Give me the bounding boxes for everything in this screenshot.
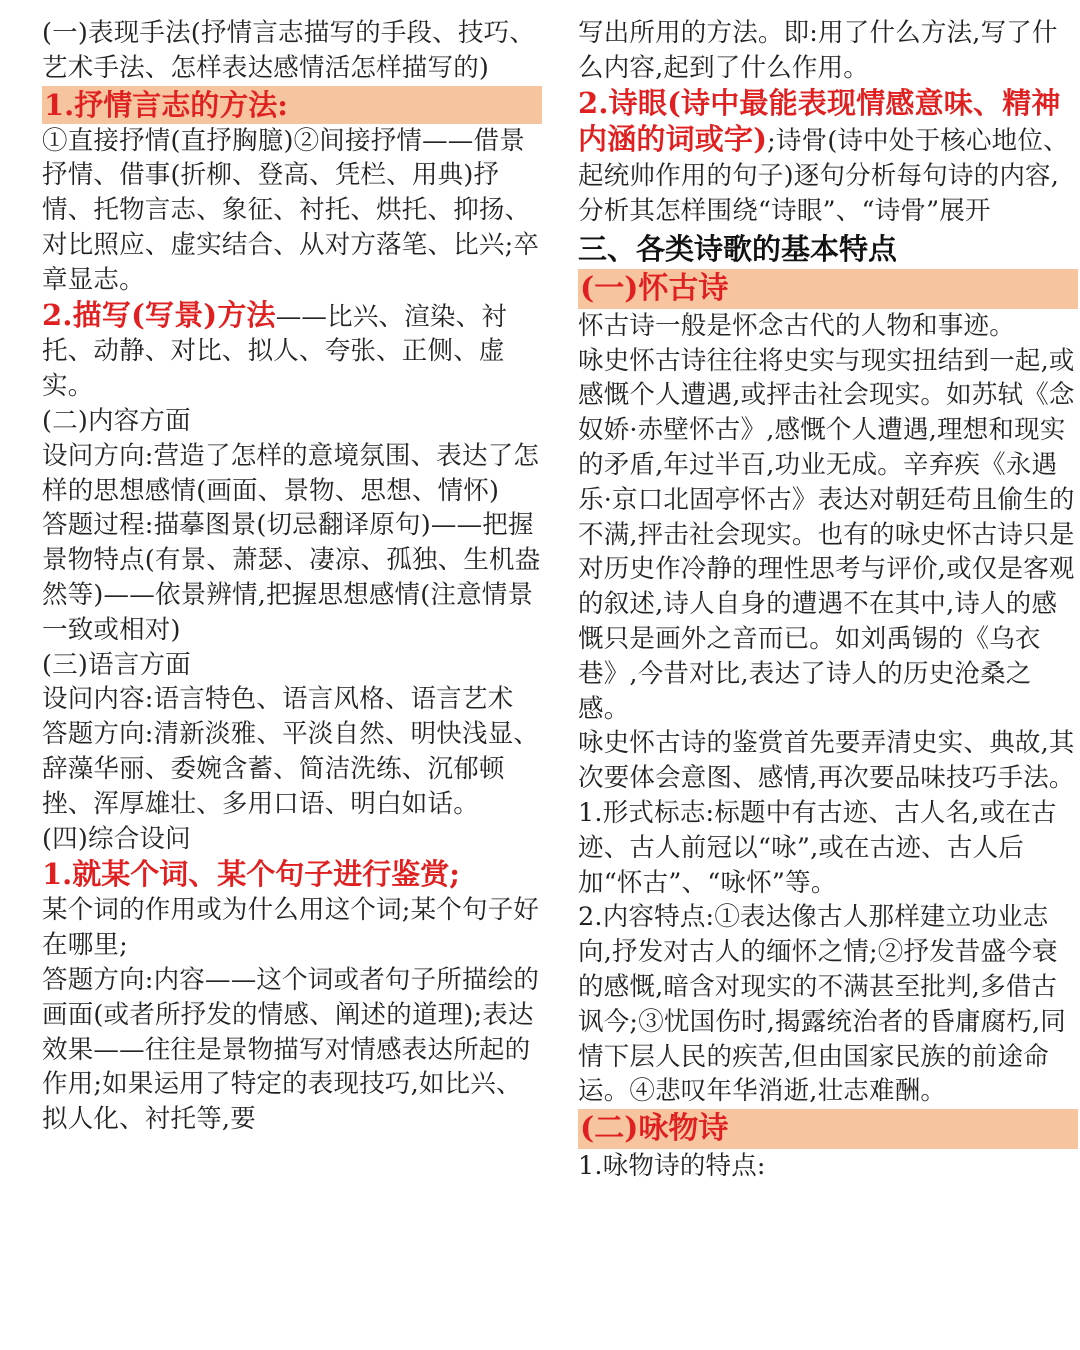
section-art-techniques: (一)表现手法(抒情言志描写的手段、技巧、艺术手法、怎样表达感情活怎样描写的) [42,18,536,83]
poem-eye-body: ;诗骨(诗中处于核心地位、起统帅作用的句子)逐句分析每句诗的内容,分析其怎样围绕“诗眼”、“诗骨”展开 [578,126,1069,226]
section-language: (三)语言方面 [42,649,191,680]
huaigu-content-features: 2.内容特点:①表达像古人那样建立功业志向,抒发对古人的缅怀之情;②抒发昔盛今衰的感慨,暗含对现实的不满甚至批判,多借古讽今;③忧国伤时,揭露统治者的昏庸腐朽,同情下层人民的疾苦,但由国家民族的前途命运。④悲叹年华消逝,壮志难酬。 [578,902,1067,1107]
continued-text: 写出所用的方法。即:用了什么方法,写了什么内容,起到了什么作用。 [578,18,1058,83]
left-column [42,16,542,1137]
description-methods-paragraph [42,298,542,404]
poem-eye-paragraph [578,86,1078,229]
heading-poem-eye: 2.诗眼(诗中最能表现情感意味、精神内涵的词或字) [578,85,1061,157]
heading-description-methods: 2.描写(写景)方法 [42,297,276,332]
lyric-methods-body: ①直接抒情(直抒胸臆)②间接抒情——借景抒情、借事(折柳、登高、凭栏、用典)抒情、托物言志、象征、衬托、烘托、抑扬、对比照应、虚实结合、从对方落笔、比兴;卒章显志。 [42,125,540,295]
huaigu-paragraph-1: 怀古诗一般是怀念古代的人物和事迹。 [578,310,1015,341]
language-question: 设问内容:语言特色、语言风格、语言艺术 [42,684,514,715]
heading-word-sentence: 1.就某个词、某个句子进行鉴赏; [42,857,460,892]
heading-poetry-types: 三、各类诗歌的基本特点 [578,231,898,266]
content-question: 设问方向:营造了怎样的意境氛围、表达了怎样的思想感情(画面、景物、思想、情怀) [42,440,540,506]
word-answer: 答题方向:内容——这个词或者句子所描绘的画面(或者所抒发的情感、阐述的道理);表达效果——往往是景物描写对情感表达所起的作用;如果运用了特定的表现技巧,如比兴、拟人化、衬托等,要 [42,964,540,1135]
description-methods-body: ——比兴、渲染、衬托、动静、对比、拟人、夸张、正侧、虚实。 [42,301,508,402]
content-answer: 答题过程:描摹图景(切忌翻译原句)——把握景物特点(有景、萧瑟、凄凉、孤独、生机盎然等)——依景辨情,把握思想感情(注意情景一致或相对) [42,510,541,645]
language-answer: 答题方向:清新淡雅、平淡自然、明快浅显、辞藻华丽、委婉含蓄、简洁洗练、沉郁顿挫、浑厚雄壮、多用口语、明白如话。 [42,719,540,819]
huaigu-paragraph-3: 咏史怀古诗的鉴赏首先要弄清史实、典故,其次要体会意图、感情,再次要品味技巧手法。 [578,728,1075,794]
word-question: 某个词的作用或为什么用这个词;某个句子好在哪里; [42,895,540,961]
huaigu-form-markers: 1.形式标志:标题中有古迹、古人名,或在古迹、古人前冠以“咏”,或在古迹、古人后加“怀古”、“咏怀”等。 [578,797,1057,898]
section-comprehensive: (四)综合设问 [42,823,191,854]
heading-lyric-methods: 1.抒情言志的方法: [42,86,542,124]
yongwu-features: 1.咏物诗的特点: [578,1151,766,1182]
section-content: (二)内容方面 [42,405,191,436]
heading-huaigu-poetry: (一)怀古诗 [578,269,1078,309]
huaigu-paragraph-2: 咏史怀古诗往往将史实与现实扭结到一起,或感慨个人遭遇,或抨击社会现实。如苏轼《念奴娇·赤壁怀古》,感慨个人遭遇,理想和现实的矛盾,年过半百,功业无成。辛弃疾《永遇乐·京口北固亭怀古》表达对朝廷苟且偷生的不满,抨击社会现实。也有的咏史怀古诗只是对历史作冷静的理性思考与评价,或仅是客观的叙述,诗人自身的遭遇不在其中,诗人的感慨只是画外之音而已。如刘禹锡的《乌衣巷》,今昔对比,表达了诗人的历史沧桑之感。 [578,345,1075,724]
right-column [578,16,1078,1184]
heading-yongwu-poetry: (二)咏物诗 [578,1109,1078,1149]
